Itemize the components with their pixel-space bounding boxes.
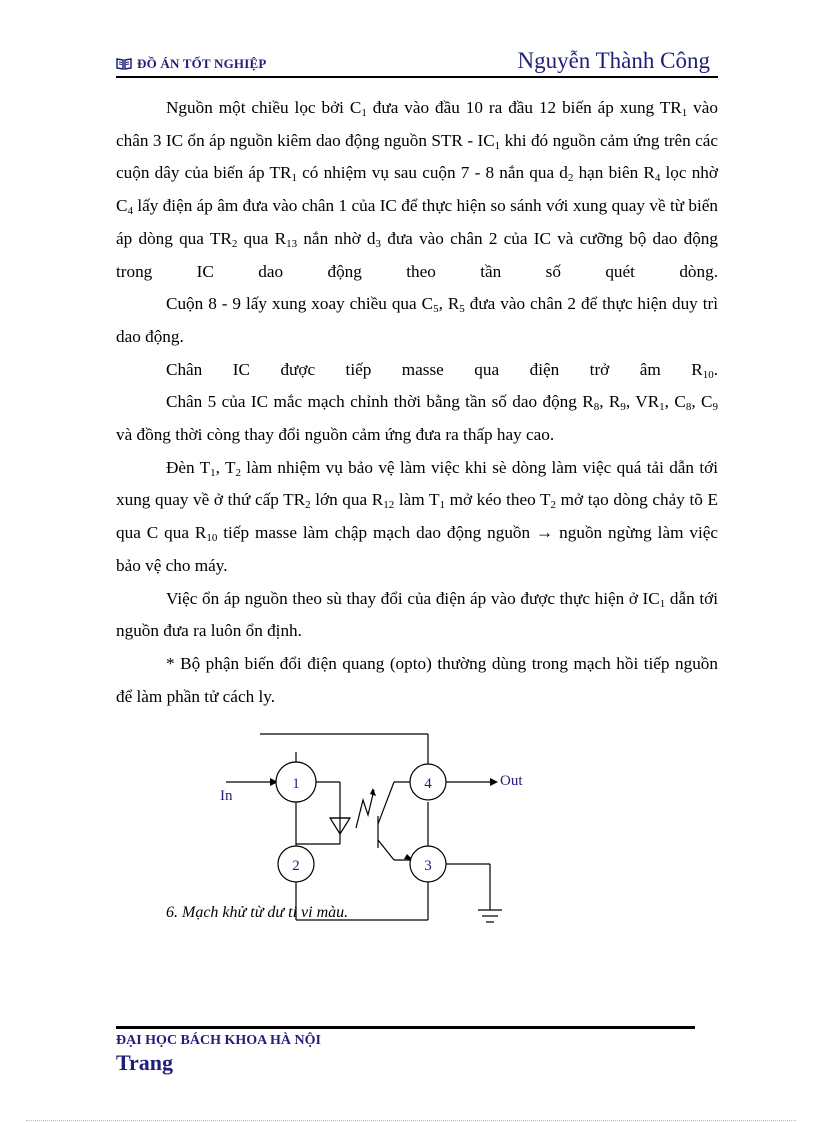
pin-3-label: 3 bbox=[424, 858, 432, 874]
pin-1-label: 1 bbox=[292, 776, 300, 792]
paragraph-3: Chân IC được tiếp masse qua điện trở âm $R_{10}$. bbox=[166, 359, 718, 381]
output-label: Out bbox=[500, 773, 523, 789]
paragraph-2: Cuộn 8 - 9 lấy xung xoay chiều qua $C_5$, $R_5$ đưa vào chân 2 để thực hiện duy trì dao động. bbox=[116, 294, 718, 346]
figure-caption: 6. Mạch khử từ dư ti vi màu. bbox=[166, 904, 349, 921]
footer-university: ĐẠI HỌC BÁCH KHOA HÀ NỘI bbox=[116, 1033, 321, 1048]
footer-divider bbox=[116, 1026, 695, 1029]
pin-4-label: 4 bbox=[424, 776, 432, 792]
paragraph-5: Đèn $T_1$, $T_2$ làm nhiệm vụ bảo vệ làm việc khi sè dòng làm việc quá tải dẫn tới xung quay về ở thứ cấp $TR_2$ lớn qua $R_{12}$ làm $T_1$ mở kéo theo $T_2$ mở tạo dòng chảy tõ E qua C qua $R_{10}$ tiếp masse làm chập mạch dao động nguồn → nguồn ngừng làm việc bảo vệ cho máy. bbox=[116, 457, 718, 575]
body-text bbox=[116, 92, 718, 713]
header-divider bbox=[116, 76, 718, 78]
paragraph-7: * Bộ phận biến đổi điện quang (opto) thường dùng trong mạch hồi tiếp nguồn để làm phần tử cách ly. bbox=[116, 653, 718, 706]
page-header bbox=[116, 48, 718, 78]
page-bottom-border bbox=[26, 1120, 796, 1121]
book-icon bbox=[116, 58, 132, 70]
header-title bbox=[116, 56, 267, 72]
header-author: Nguyễn Thành Công bbox=[517, 48, 710, 73]
paragraph-6: Việc ổn áp nguồn theo sù thay đổi của điện áp vào được thực hiện ở $IC_1$ dẫn tới nguồn đưa ra luôn ổn định. bbox=[116, 588, 718, 641]
paragraph-1: Nguồn một chiều lọc bởi $C_1$ đưa vào đầu 10 ra đầu 12 biến áp xung $TR_1$ vào chân 3 IC ổn áp nguồn kiêm dao động nguồn STR - $IC_1$ khi đó nguồn cảm ứng trên các cuộn dây của biến áp $TR_1$ có nhiệm vụ sau cuộn 7 - 8 nắn qua $d_2$ hạn biên $R_4$ lọc nhờ $C_4$ lấy điện áp âm đưa vào chân 1 của IC để thực hiện so sánh với xung quay về từ biến áp dòng qua $TR_2$ qua $R_{13}$ nắn nhờ $d_3$ đưa vào chân 2 của IC và cưỡng bộ dao động trong IC dao động theo tần số quét dòng. bbox=[116, 98, 718, 281]
pin-2-label: 2 bbox=[292, 858, 300, 874]
footer-page-label: Trang bbox=[116, 1050, 174, 1075]
input-label: In bbox=[220, 788, 233, 804]
header-left-label: ĐỒ ÁN TỐT NGHIỆP bbox=[137, 56, 267, 71]
optocoupler-diagram bbox=[208, 730, 528, 930]
paragraph-4: Chân 5 của IC mắc mạch chỉnh thời bằng tần số dao động $R_8$, $R_9$, $VR_1$, $C_8$, $C_9$ và đồng thời còng thay đổi nguồn cảm ứng đưa ra thấp hay cao. bbox=[116, 392, 719, 445]
